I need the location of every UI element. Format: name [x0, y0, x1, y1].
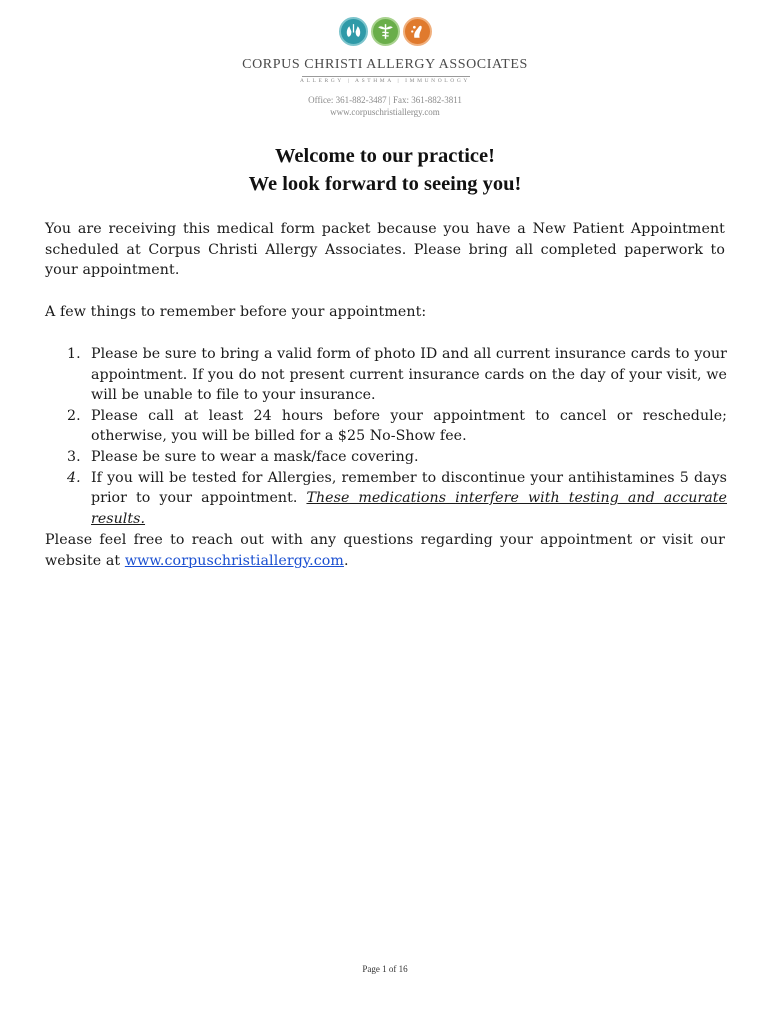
contact-info: Office: 361-882-3487 | Fax: 361-882-3811 [308, 95, 462, 105]
list-item [45, 344, 727, 406]
list-number: 1. [67, 346, 81, 362]
closing-period: . [343, 552, 349, 569]
list-item-text: Please be sure to wear a mask/face covering. [91, 448, 419, 465]
list-item [45, 468, 727, 530]
intro-paragraph: You are receiving this medical form packet because you have a New Patient Appointment scheduled at Corpus Christi Allergy Associates. Please bring all completed paperwork to your appointment. [45, 221, 725, 279]
lungs-logo-icon [339, 17, 368, 46]
letterhead-divider [302, 76, 470, 77]
list-number: 3. [67, 448, 81, 465]
list-item-text: If you will be tested for Allergies, remember to discontinue your antihistamines 5 days prior to your appointment. [91, 469, 727, 507]
allergy-logo-icon [403, 17, 432, 46]
list-number: 2. [67, 407, 81, 424]
website-link[interactable]: www.corpuschristiallergy.com [124, 552, 344, 569]
organization-name: CORPUS CHRISTI ALLERGY ASSOCIATES [242, 57, 528, 72]
caduceus-logo-icon [371, 17, 400, 46]
logo-group [0, 17, 770, 46]
list-item [45, 447, 727, 468]
page-number: Page 1 of 16 [362, 964, 408, 974]
list-item-text: Please be sure to bring a valid form of photo ID and all current insurance cards to your appointment. If you do not present current insurance cards on the day of your visit, we will be unable to file to your insurance. [91, 346, 727, 404]
organization-tagline: ALLERGY | ASTHMA | IMMUNOLOGY [300, 78, 470, 84]
list-item [45, 406, 727, 447]
list-item-text: Please call at least 24 hours before your appointment to cancel or reschedule; otherwise, you will be billed for a $25 No-Show fee. [91, 407, 727, 445]
welcome-heading: Welcome to our practice! [275, 145, 495, 167]
closing-paragraph [45, 530, 725, 571]
list-number: 4. [67, 469, 81, 486]
medication-warning: These medications interfere with testing and accurate results. [91, 490, 727, 527]
reminders-title: A few things to remember before your appointment: [45, 304, 427, 320]
reminders-list [45, 344, 727, 529]
closing-text: Please feel free to reach out with any questions regarding your appointment or visit our website at [45, 532, 725, 569]
letterhead-website: www.corpuschristiallergy.com [330, 107, 440, 117]
welcome-subheading: We look forward to seeing you! [248, 173, 522, 195]
